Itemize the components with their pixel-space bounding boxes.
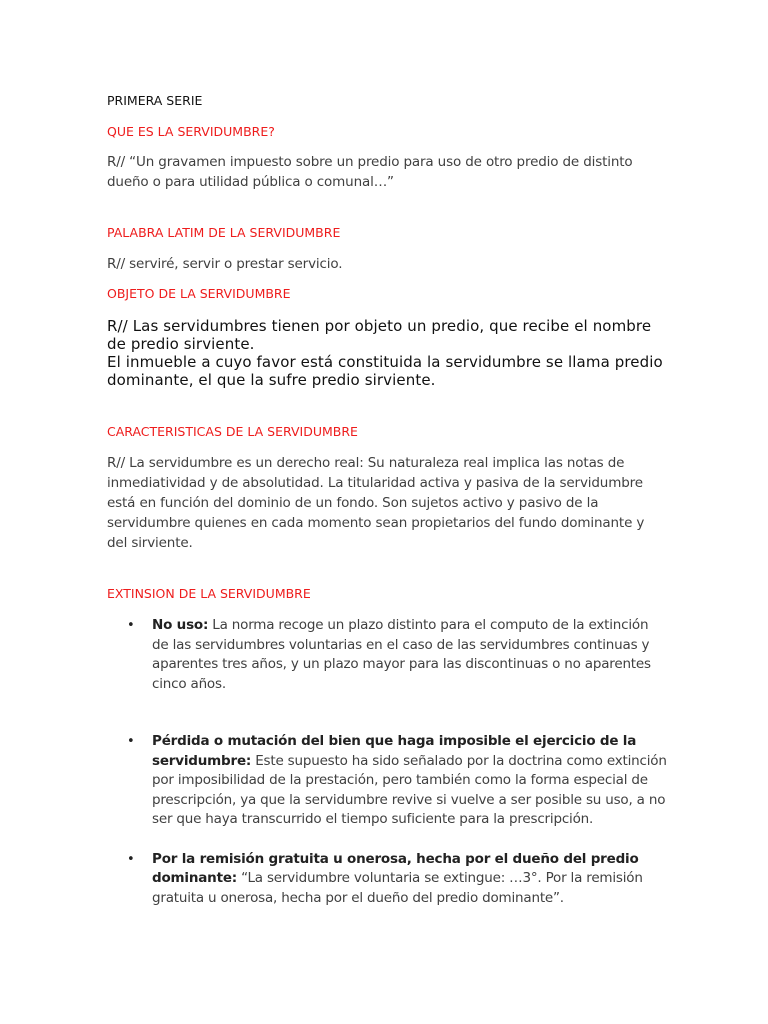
bullet-text: La norma recoge un plazo distinto para el computo de la extinción de las servidumbres voluntarias en el caso de las servidumbres continuas y aparentes tres años, y un plazo mayor para las discontinuas o no aparentes cinco años. <box>152 617 651 692</box>
list-item <box>107 616 667 694</box>
bullet-term: Pérdida o mutación del bien que haga imposible el ejercicio de la servidumbre: <box>152 733 637 769</box>
document-content <box>107 92 667 908</box>
bullet-text: Este supuesto ha sido señalado por la doctrina como extinción por imposibilidad de la prestación, pero también como la forma especial de prescripción, ya que la servidumbre revive si vuelve a ser posible su uso, a no ser que haya transcurrido el tiempo suficiente para la prescripción. <box>152 752 667 827</box>
document-title: PRIMERA SERIE <box>107 93 203 108</box>
heading-caracteristicas: CARACTERISTICAS DE LA SERVIDUMBRE <box>107 424 358 439</box>
bullet-term: No uso: <box>152 617 209 633</box>
bullet-icon: • <box>127 851 135 867</box>
bullet-icon: • <box>127 734 135 749</box>
extinsion-list <box>107 616 667 908</box>
list-item <box>107 732 667 830</box>
heading-palabra-latim: PALABRA LATIM DE LA SERVIDUMBRE <box>107 225 341 240</box>
list-item <box>107 850 667 909</box>
paragraph-objeto-line2: El inmueble a cuyo favor está constituida la servidumbre se llama predio dominante, el que la sufre predio sirviente. <box>107 353 663 389</box>
paragraph-que-es: R// “Un gravamen impuesto sobre un predio para uso de otro predio de distinto dueño o para utilidad pública o comunal…” <box>107 154 633 190</box>
heading-objeto: OBJETO DE LA SERVIDUMBRE <box>107 286 291 301</box>
heading-extinsion: EXTINSION DE LA SERVIDUMBRE <box>107 586 311 601</box>
heading-que-es: QUE ES LA SERVIDUMBRE? <box>107 124 275 139</box>
bullet-text: “La servidumbre voluntaria se extingue: …3°. Por la remisión gratuita u onerosa, hecha por el dueño del predio dominante”. <box>152 870 643 906</box>
bullet-term: Por la remisión gratuita u onerosa, hecha por el dueño del predio dominante: <box>152 850 639 886</box>
paragraph-objeto-line1: R// Las servidumbres tienen por objeto un predio, que recibe el nombre de predio sirviente. <box>107 317 652 353</box>
paragraph-objeto <box>107 317 667 389</box>
paragraph-palabra-latim: R// serviré, servir o prestar servicio. <box>107 256 343 272</box>
bullet-icon: • <box>127 618 135 633</box>
paragraph-caracteristicas: R// La servidumbre es un derecho real: Su naturaleza real implica las notas de inmediatividad y de absolutidad. La titularidad activa y pasiva de la servidumbre está en función del dominio de un fondo. Son sujetos activo y pasivo de la servidumbre quienes en cada momento sean propietarios del fundo dominante y del sirviente. <box>107 455 645 551</box>
